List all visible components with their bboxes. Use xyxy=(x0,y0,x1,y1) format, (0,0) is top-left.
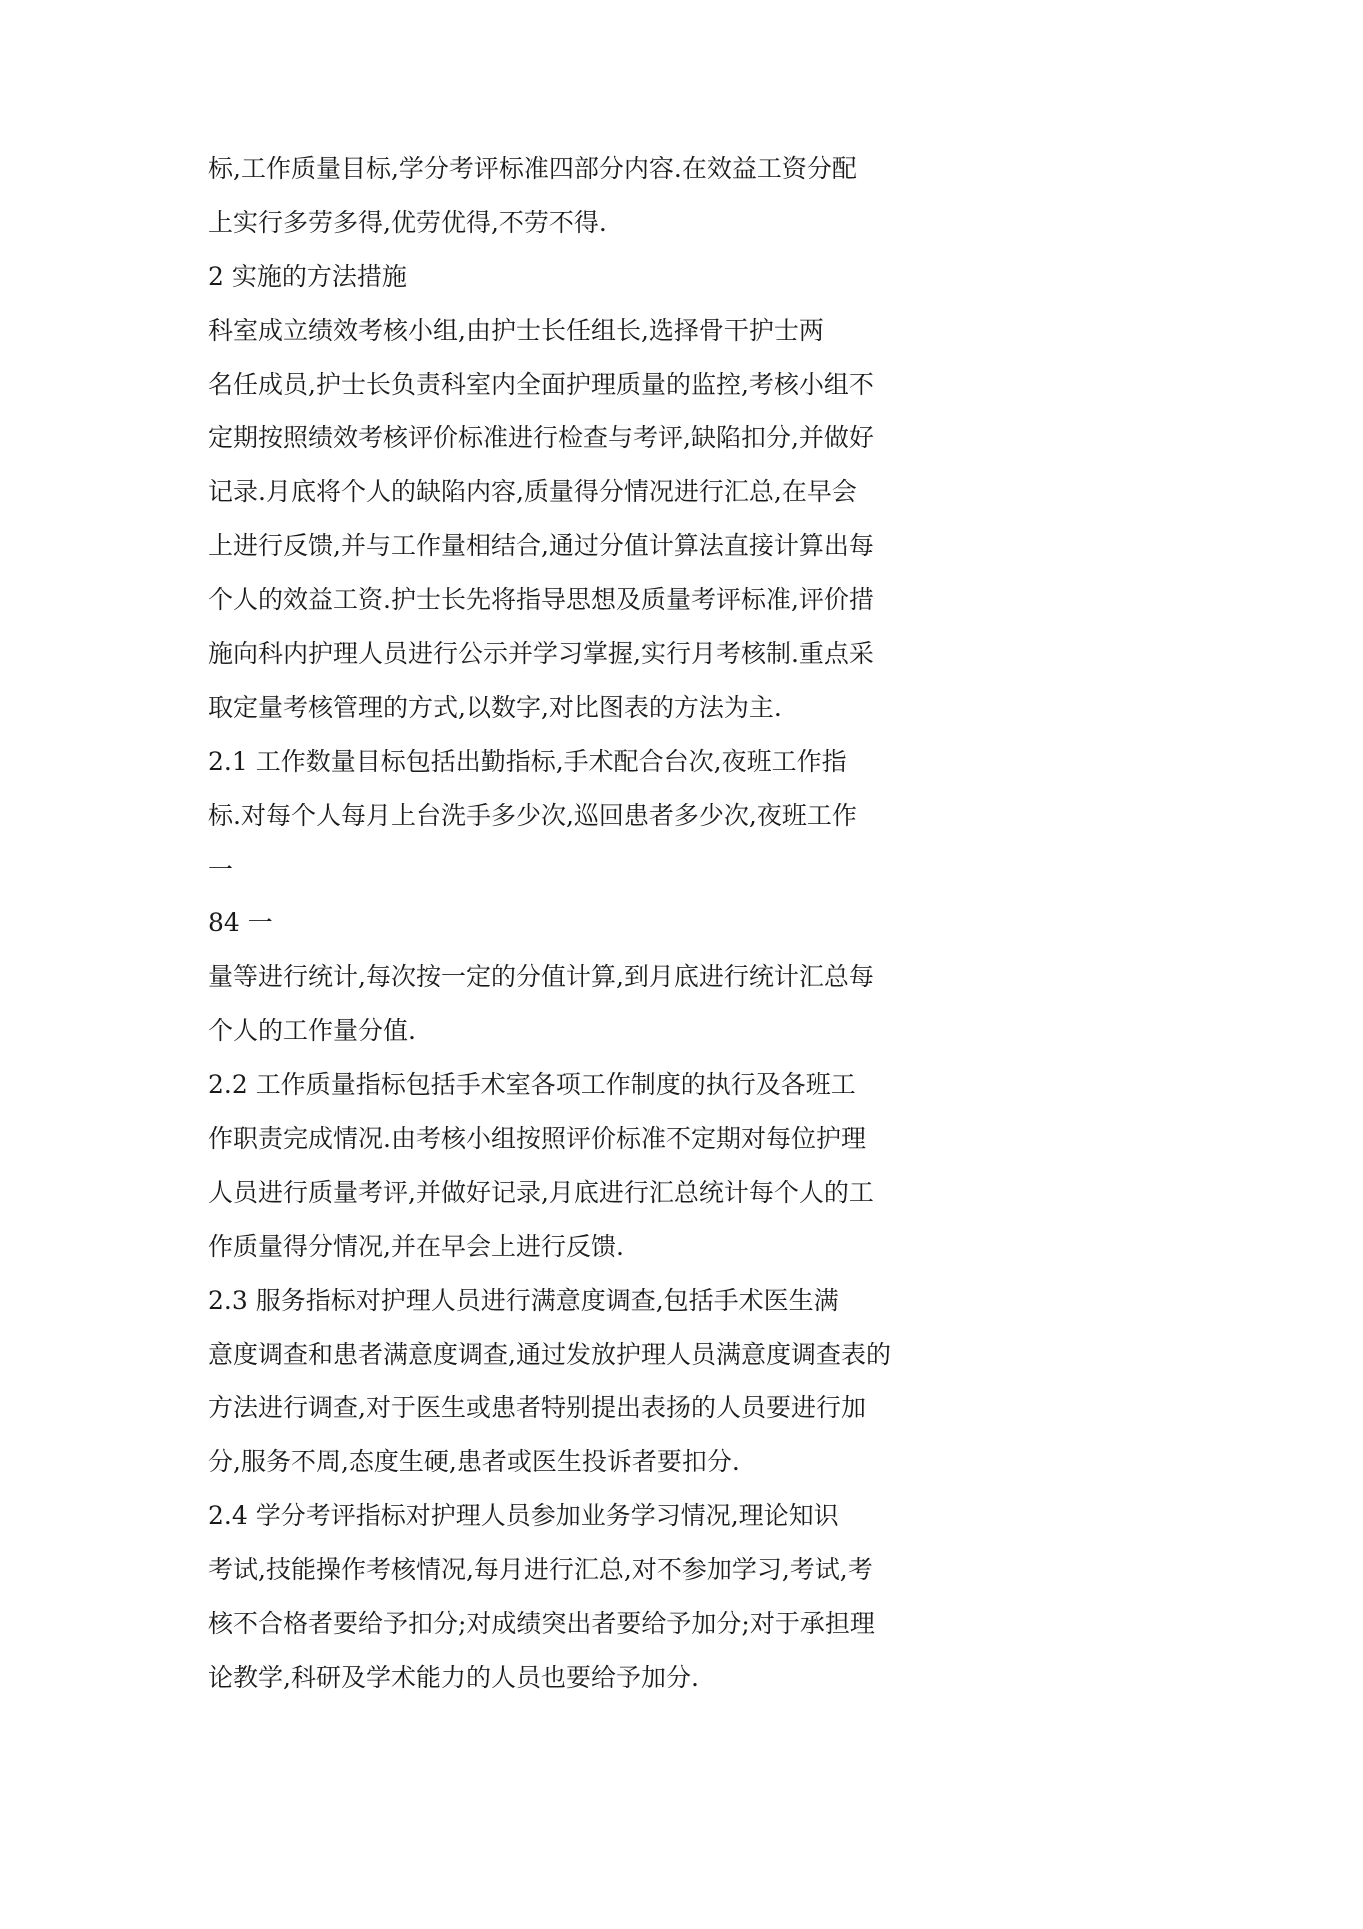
subsection-line: 2.1 工作数量目标包括出勤指标,手术配合台次,夜班工作指 xyxy=(208,746,847,776)
text-line: 意度调查和患者满意度调查,通过发放护理人员满意度调查表的 xyxy=(208,1339,891,1369)
text-line: 科室成立绩效考核小组,由护士长任组长,选择骨干护士两 xyxy=(208,315,824,345)
text-line: 作质量得分情况,并在早会上进行反馈. xyxy=(208,1231,624,1261)
page-number: 84 一 xyxy=(208,908,273,938)
page-break-marker: 一 xyxy=(208,854,234,884)
text-line: 考试,技能操作考核情况,每月进行汇总,对不参加学习,考试,考 xyxy=(208,1555,873,1585)
text-line: 定期按照绩效考核评价标准进行检查与考评,缺陷扣分,并做好 xyxy=(208,423,874,453)
text-line: 标,工作质量目标,学分考评标准四部分内容.在效益工资分配 xyxy=(208,154,857,183)
text-line: 上进行反馈,并与工作量相结合,通过分值计算法直接计算出每 xyxy=(208,531,874,561)
subsection-line: 2.4 学分考评指标对护理人员参加业务学习情况,理论知识 xyxy=(208,1501,839,1531)
text-line: 量等进行统计,每次按一定的分值计算,到月底进行统计汇总每 xyxy=(208,962,874,992)
text-line: 个人的效益工资.护士长先将指导思想及质量考评标准,评价措 xyxy=(208,585,874,615)
text-line: 上实行多劳多得,优劳优得,不劳不得. xyxy=(208,207,607,237)
subsection-line: 2.2 工作质量指标包括手术室各项工作制度的执行及各班工 xyxy=(208,1070,856,1100)
text-line: 人员进行质量考评,并做好记录,月底进行汇总统计每个人的工 xyxy=(208,1177,874,1207)
text-line: 施向科内护理人员进行公示并学习掌握,实行月考核制.重点采 xyxy=(208,639,874,669)
text-line: 论教学,科研及学术能力的人员也要给予加分. xyxy=(208,1662,699,1692)
text-line: 核不合格者要给予扣分;对成绩突出者要给予加分;对于承担理 xyxy=(208,1609,875,1639)
text-line: 作职责完成情况.由考核小组按照评价标准不定期对每位护理 xyxy=(208,1124,866,1154)
text-line: 标.对每个人每月上台洗手多少次,巡回患者多少次,夜班工作 xyxy=(208,800,857,830)
text-line: 取定量考核管理的方式,以数字,对比图表的方法为主. xyxy=(208,692,782,722)
text-line: 个人的工作量分值. xyxy=(208,1016,416,1046)
document-body xyxy=(208,142,1208,1705)
section-heading: 2 实施的方法措施 xyxy=(208,261,407,291)
text-line: 分,服务不周,态度生硬,患者或医生投诉者要扣分. xyxy=(208,1447,740,1477)
text-line: 名任成员,护士长负责科室内全面护理质量的监控,考核小组不 xyxy=(208,369,874,399)
text-line: 记录.月底将个人的缺陷内容,质量得分情况进行汇总,在早会 xyxy=(208,477,857,507)
text-line: 方法进行调查,对于医生或患者特别提出表扬的人员要进行加 xyxy=(208,1393,866,1423)
subsection-line: 2.3 服务指标对护理人员进行满意度调查,包括手术医生满 xyxy=(208,1285,839,1315)
